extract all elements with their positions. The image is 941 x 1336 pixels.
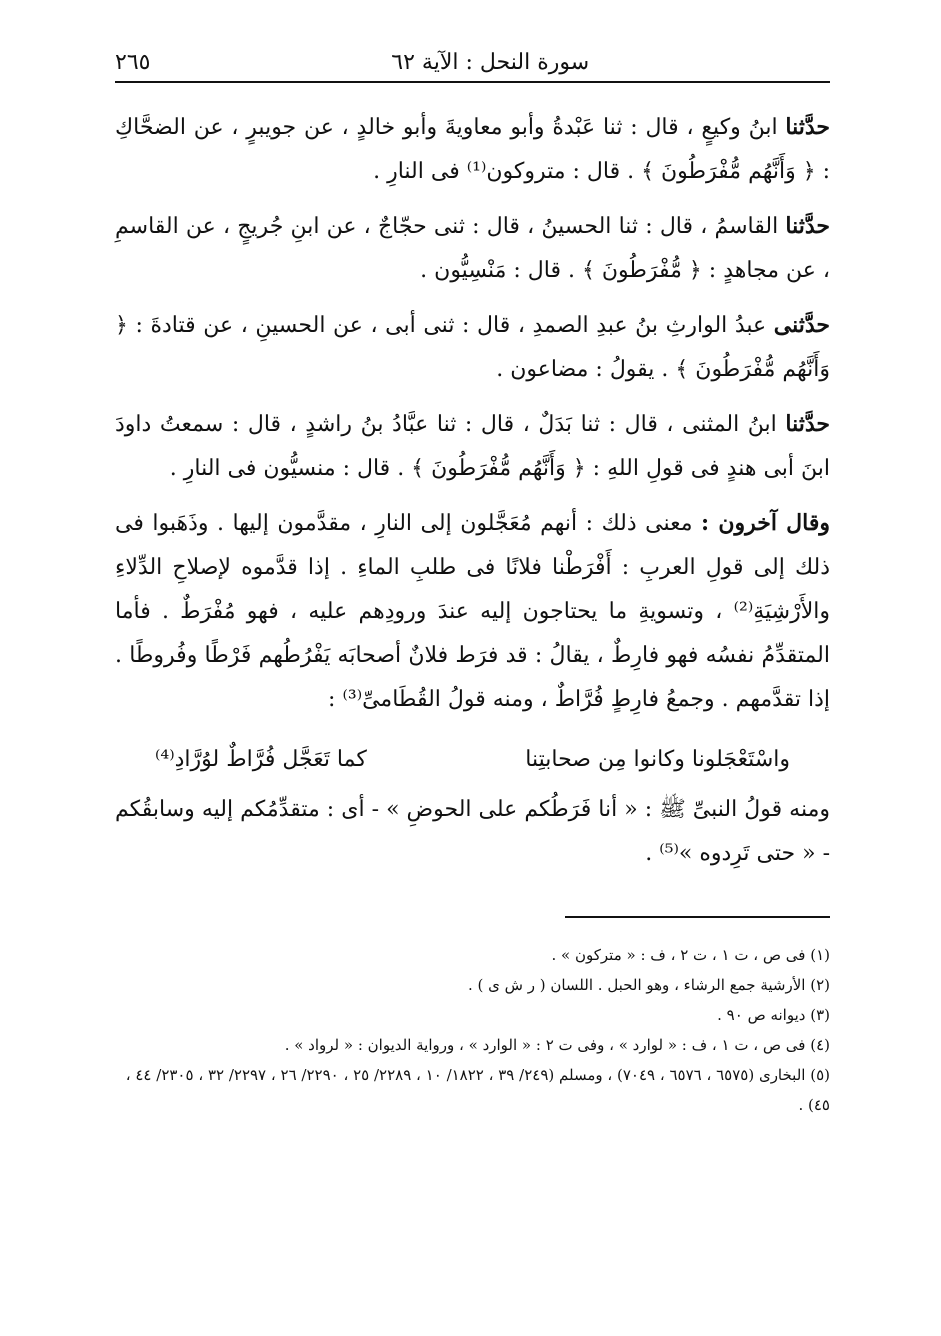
paragraph-lead: حدَّثنا [785, 213, 830, 239]
footnotes [115, 940, 830, 1120]
footnote-rule [565, 916, 830, 918]
paragraph [115, 105, 830, 194]
paragraph-text: معنى ذلك : أنهم مُعَجَّلون إلى النارِ ، مقدَّمون إليها . وذَهَبوا فى ذلك إلى قولِ العربِ : أَفْرَطْنا فلانًا فى طلبِ الماءِ . إذا قدَّموه لإصلاحِ الدِّلاءِ والأَرْشِيَةِ⁽²⁾ ، وتسويةِ ما يحتاجون إليه عندَ ورودِهم عليه ، فهو مُفْرَطٌ . فأما المتقدِّمُ نفسُه فهو فارِطٌ ، يقالُ : قد فرَط فلانٌ أصحابَه يَفْرُطُهم فَرْطًا وفُروطًا . إذا تقدَّمهم . وجمعُ فارِطٍ فُرَّاطٌ ، ومنه قولُ القُطَامىِّ⁽³⁾ : [115, 511, 830, 712]
paragraph-text: ابنُ وكيعٍ ، قال : ثنا عَبْدةُ وأبو معاويةَ وأبو خالدٍ ، عن جويبرٍ ، عن الضحَّاكِ : ﴿ وَأَنَّهُم مُّفْرَطُونَ ﴾ . قال : متروكون⁽¹⁾ فى النارِ . [115, 115, 830, 184]
paragraph-text: عبدُ الوارثِ بنُ عبدِ الصمدِ ، قال : ثنى أبى ، عن الحسينِ ، عن قتادةَ : ﴿ وَأَنَّهُم مُّفْرَطُونَ ﴾ . يقولُ : مضاعون . [115, 313, 830, 382]
paragraph-text: ابنُ المثنى ، قال : ثنا بَدَلٌ ، قال : ثنا عبَّادُ بنُ راشدٍ ، قال : سمعتُ داودَ ابنَ أبى هندٍ فى قولِ اللهِ : ﴿ وَأَنَّهُم مُّفْرَطُونَ ﴾ . قال : منسيُّون فى النارِ . [115, 412, 830, 481]
paragraph [115, 501, 830, 722]
book-page [115, 30, 830, 1120]
footnote: (١) فى ص ، ت ١ ، ت ٢ ، ف : « متركون » . [551, 946, 830, 964]
paragraph-lead: وقال آخرون : [701, 510, 830, 536]
page-number: ٢٦٥ [115, 50, 151, 75]
poetry-verse [115, 732, 830, 788]
paragraph-lead: حدَّثنى [773, 312, 830, 338]
paragraph [115, 402, 830, 491]
paragraph-lead: حدَّثنا [785, 114, 830, 140]
verse-first-hemistich: واسْتَعْجَلونا وكانوا مِن صحابتِنا [525, 747, 790, 772]
verse-second-hemistich: كما تَعَجَّل فُرَّاطٌ لوُرَّادِ⁽⁴⁾ [155, 747, 367, 772]
paragraph-text: القاسمُ ، قال : ثنا الحسينُ ، قال : ثنى حجّاجٌ ، عن ابنِ جُريجٍ ، عن القاسمِ ، عن مجاهدٍ : ﴿ مُّفْرَطُونَ ﴾ . قال : مَنْسِيُّون . [115, 214, 830, 283]
closing-paragraph: ومنه قولُ النبىِّ ﷺ : « أنا فَرَطُكم على الحوضِ » - أى : متقدِّمُكم إليه وسابقُكم - « حتى تَرِدوه »⁽⁵⁾ . [115, 797, 830, 866]
footnote: (٤) فى ص ، ت ١ ، ف : « لوارد » ، وفى ت ٢ : « الوارد » ، ورواية الديوان : « لرواد » . [284, 1036, 830, 1054]
paragraph [115, 204, 830, 293]
running-title: سورة النحل : الآية ٦٢ [391, 50, 590, 75]
main-text [115, 105, 830, 876]
page-header [115, 30, 830, 75]
footnote: (٢) الأرشية جمع الرشاء ، وهو الحبل . اللسان ( ر ش ى ) . [467, 976, 830, 994]
header-rule [115, 81, 830, 83]
footnote: (٣) ديوانه ص ٩٠ . [717, 1006, 830, 1024]
paragraph [115, 303, 830, 392]
footnote: (٥) البخارى (٦٥٧٥ ، ٦٥٧٦ ، ٧٠٤٩) ، ومسلم (٢٤٩/ ٣٩ ، ١٨٢٢/ ١٠ ، ٢٢٨٩/ ٢٥ ، ٢٢٩٠/ ٢٦ ، ٢٢٩٧/ ٣٢ ، ٢٣٠٥/ ٤٤ ، ٤٥) . [125, 1066, 830, 1114]
paragraph-lead: حدَّثنا [785, 411, 830, 437]
